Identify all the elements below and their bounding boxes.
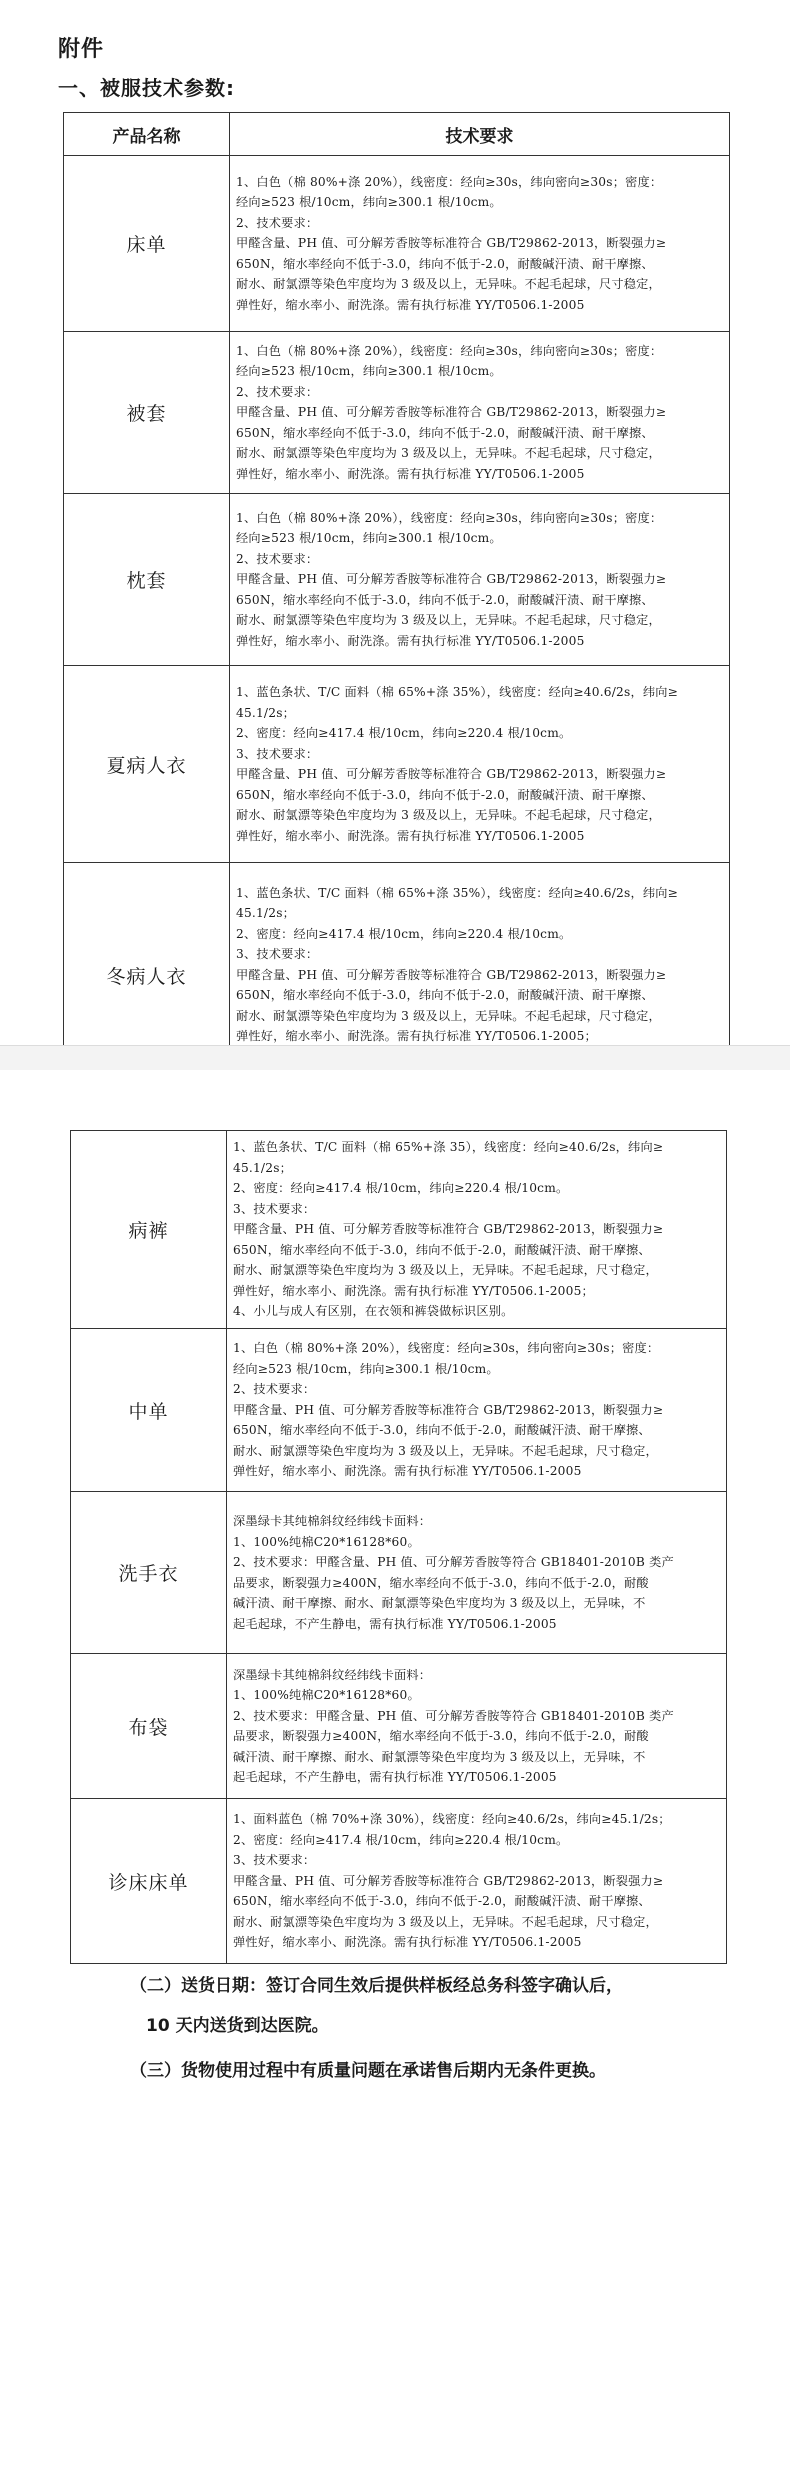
requirement-line: 650N，缩水率经向不低于-3.0，纬向不低于-2.0，耐酸碱汗渍、耐干摩擦、 bbox=[236, 256, 654, 271]
requirement-line: 甲醛含量、PH 值、可分解芳香胺等标准符合 GB/T29862-2013，断裂强力≥ bbox=[233, 1222, 664, 1237]
requirement-line: 弹性好，缩水率小、耐洗涤。需有执行标准 YY/T0506.1-2005 bbox=[233, 1935, 582, 1950]
requirement-line: 45.1/2s； bbox=[236, 705, 296, 720]
requirement-line: 甲醛含量、PH 值、可分解芳香胺等标准符合 GB/T29862-2013，断裂强力≥ bbox=[236, 405, 667, 420]
requirement-line: 1、白色（棉 80%+涤 20%），线密度：经向≥30s，纬向密向≥30s；密度： bbox=[236, 510, 663, 525]
requirement-line: 650N，缩水率经向不低于-3.0，纬向不低于-2.0，耐酸碱汗渍、耐干摩擦、 bbox=[233, 1423, 651, 1438]
requirement-line: 甲醛含量、PH 值、可分解芳香胺等标准符合 GB/T29862-2013，断裂强力≥ bbox=[233, 1873, 664, 1888]
requirements-cell bbox=[227, 1131, 727, 1329]
requirement-line: 耐水、耐氯漂等染色牢度均为 3 级及以上，无异味。不起毛起球，尺寸稳定， bbox=[233, 1263, 658, 1278]
requirement-line: 品要求，断裂强力≥400N，缩水率经向不低于-3.0，纬向不低于-2.0，耐酸 bbox=[233, 1729, 649, 1743]
requirement-line: 弹性好，缩水率小、耐洗涤。需有执行标准 YY/T0506.1-2005； bbox=[233, 1283, 594, 1298]
requirement-line: 650N，缩水率经向不低于-3.0，纬向不低于-2.0，耐酸碱汗渍、耐干摩擦、 bbox=[233, 1242, 651, 1257]
requirement-line: 弹性好，缩水率小、耐洗涤。需有执行标准 YY/T0506.1-2005； bbox=[236, 1029, 597, 1044]
requirement-line: 650N，缩水率经向不低于-3.0，纬向不低于-2.0，耐酸碱汗渍、耐干摩擦、 bbox=[236, 787, 654, 802]
section-heading: 一、被服技术参数: bbox=[58, 76, 235, 100]
document-page-1 bbox=[0, 0, 790, 1045]
quality-guarantee-note: （三）货物使用过程中有质量问题在承诺售后期内无条件更换。 bbox=[130, 2061, 606, 2081]
delivery-date-note: （二）送货日期：签订合同生效后提供样板经总务科签字确认后， bbox=[130, 1976, 623, 1996]
requirement-line: 1、100%纯棉C20*16128*60。 bbox=[233, 1534, 420, 1549]
spec-table-page-1 bbox=[63, 112, 730, 1088]
requirement-line: 1、蓝色条状、T/C 面料（棉 65%+涤 35%），线密度：经向≥40.6/2s，纬向≥ bbox=[236, 685, 679, 699]
requirement-line: 耐水、耐氯漂等染色牢度均为 3 级及以上，无异味。不起毛起球，尺寸稳定， bbox=[236, 446, 661, 461]
requirement-line: 650N，缩水率经向不低于-3.0，纬向不低于-2.0，耐酸碱汗渍、耐干摩擦、 bbox=[233, 1894, 651, 1909]
table-row bbox=[64, 332, 730, 494]
requirement-line: 经向≥523 根/10cm，纬向≥300.1 根/10cm。 bbox=[236, 195, 502, 210]
requirement-line: 3、技术要求： bbox=[233, 1201, 316, 1216]
requirement-line: 弹性好，缩水率小、耐洗涤。需有执行标准 YY/T0506.1-2005 bbox=[236, 297, 585, 312]
requirement-line: 1、蓝色条状、T/C 面料（棉 65%+涤 35%），线密度：经向≥40.6/2s，纬向≥ bbox=[236, 885, 679, 900]
requirement-line: 2、密度：经向≥417.4 根/10cm，纬向≥220.4 根/10cm。 bbox=[233, 1832, 569, 1847]
requirement-line: 弹性好，缩水率小、耐洗涤。需有执行标准 YY/T0506.1-2005 bbox=[233, 1464, 582, 1479]
requirements-cell bbox=[227, 1492, 727, 1654]
requirement-line: 甲醛含量、PH 值、可分解芳香胺等标准符合 GB/T29862-2013，断裂强力≥ bbox=[236, 572, 667, 587]
requirement-line: 4、小儿与成人有区别，在衣领和裤袋做标识区别。 bbox=[233, 1304, 514, 1319]
header-product-name: 产品名称 bbox=[64, 113, 230, 156]
requirement-line: 耐水、耐氯漂等染色牢度均为 3 级及以上，无异味。不起毛起球，尺寸稳定， bbox=[236, 277, 661, 292]
page-separator bbox=[0, 1045, 790, 1071]
requirement-line: 2、技术要求：甲醛含量、PH 值、可分解芳香胺等符合 GB18401-2010B 类产 bbox=[233, 1555, 674, 1569]
requirement-line: 起毛起球，不产生静电，需有执行标准 YY/T0506.1-2005 bbox=[233, 1770, 557, 1784]
requirements-cell bbox=[230, 156, 730, 332]
requirement-line: 3、技术要求： bbox=[236, 947, 319, 962]
requirements-cell bbox=[230, 666, 730, 863]
requirement-line: 经向≥523 根/10cm，纬向≥300.1 根/10cm。 bbox=[233, 1361, 499, 1376]
product-name-cell: 被套 bbox=[64, 332, 230, 494]
header-technical-requirements: 技术要求 bbox=[230, 113, 730, 156]
requirement-line: 耐水、耐氯漂等染色牢度均为 3 级及以上，无异味。不起毛起球，尺寸稳定， bbox=[236, 1008, 661, 1023]
requirement-line: 1、白色（棉 80%+涤 20%），线密度：经向≥30s，纬向密向≥30s；密度： bbox=[233, 1341, 660, 1356]
table-row bbox=[71, 1131, 727, 1329]
product-name-cell: 床单 bbox=[64, 156, 230, 332]
requirement-line: 弹性好，缩水率小、耐洗涤。需有执行标准 YY/T0506.1-2005 bbox=[236, 828, 585, 843]
requirement-line: 甲醛含量、PH 值、可分解芳香胺等标准符合 GB/T29862-2013，断裂强力≥ bbox=[236, 236, 667, 251]
requirement-line: 2、技术要求： bbox=[233, 1382, 316, 1397]
requirement-line: 2、技术要求： bbox=[236, 384, 319, 399]
requirement-line: 45.1/2s； bbox=[233, 1160, 293, 1175]
requirement-line: 耐水、耐氯漂等染色牢度均为 3 级及以上，无异味。不起毛起球，尺寸稳定， bbox=[236, 808, 661, 822]
requirement-line: 2、密度：经向≥417.4 根/10cm，纬向≥220.4 根/10cm。 bbox=[236, 726, 572, 740]
requirement-line: 1、100%纯棉C20*16128*60。 bbox=[233, 1688, 420, 1702]
requirement-line: 甲醛含量、PH 值、可分解芳香胺等标准符合 GB/T29862-2013，断裂强力≥ bbox=[236, 767, 667, 781]
requirements-cell bbox=[227, 1799, 727, 1964]
requirement-line: 甲醛含量、PH 值、可分解芳香胺等标准符合 GB/T29862-2013，断裂强力≥ bbox=[233, 1402, 664, 1417]
requirement-line: 经向≥523 根/10cm，纬向≥300.1 根/10cm。 bbox=[236, 531, 502, 546]
product-name-cell: 布袋 bbox=[71, 1654, 227, 1799]
requirement-line: 深墨绿卡其纯棉斜纹经纬线卡面料： bbox=[233, 1514, 432, 1528]
requirement-line: 2、技术要求：甲醛含量、PH 值、可分解芳香胺等符合 GB18401-2010B 类产 bbox=[233, 1708, 674, 1723]
requirement-line: 耐水、耐氯漂等染色牢度均为 3 级及以上，无异味。不起毛起球，尺寸稳定， bbox=[233, 1914, 658, 1929]
requirement-line: 深墨绿卡其纯棉斜纹经纬线卡面料： bbox=[233, 1667, 432, 1682]
requirement-line: 2、密度：经向≥417.4 根/10cm，纬向≥220.4 根/10cm。 bbox=[233, 1181, 569, 1196]
requirement-line: 品要求，断裂强力≥400N，缩水率经向不低于-3.0，纬向不低于-2.0，耐酸 bbox=[233, 1575, 649, 1590]
document-title: 附件 bbox=[58, 37, 105, 62]
product-name-cell: 夏病人衣 bbox=[64, 666, 230, 863]
table-row bbox=[71, 1654, 727, 1799]
requirement-line: 1、面料蓝色（棉 70%+涤 30%），线密度：经向≥40.6/2s，纬向≥45.1/2s； bbox=[233, 1812, 671, 1827]
requirement-line: 2、技术要求： bbox=[236, 215, 319, 230]
requirement-line: 650N，缩水率经向不低于-3.0，纬向不低于-2.0，耐酸碱汗渍、耐干摩擦、 bbox=[236, 592, 654, 607]
requirements-cell bbox=[227, 1654, 727, 1799]
table-row bbox=[71, 1492, 727, 1654]
requirement-line: 1、蓝色条状、T/C 面料（棉 65%+涤 35），线密度：经向≥40.6/2s，纬向≥ bbox=[233, 1140, 664, 1155]
delivery-date-note-continued: 10 天内送货到达医院。 bbox=[146, 2016, 329, 2036]
product-name-cell: 冬病人衣 bbox=[64, 863, 230, 1088]
requirement-line: 3、技术要求： bbox=[233, 1853, 316, 1868]
requirement-line: 3、技术要求： bbox=[236, 746, 319, 761]
table-header-row bbox=[64, 113, 730, 156]
requirements-cell bbox=[230, 494, 730, 666]
spec-table-page-2 bbox=[70, 1130, 727, 1964]
requirement-line: 起毛起球，不产生静电，需有执行标准 YY/T0506.1-2005 bbox=[233, 1616, 557, 1631]
requirement-line: 经向≥523 根/10cm，纬向≥300.1 根/10cm。 bbox=[236, 364, 502, 379]
requirement-line: 弹性好，缩水率小、耐洗涤。需有执行标准 YY/T0506.1-2005 bbox=[236, 466, 585, 481]
table-row bbox=[64, 156, 730, 332]
document-page-2 bbox=[0, 1070, 790, 2466]
table-row bbox=[71, 1799, 727, 1964]
product-name-cell: 诊床床单 bbox=[71, 1799, 227, 1964]
requirement-line: 甲醛含量、PH 值、可分解芳香胺等标准符合 GB/T29862-2013，断裂强力≥ bbox=[236, 967, 667, 982]
requirement-line: 耐水、耐氯漂等染色牢度均为 3 级及以上，无异味。不起毛起球，尺寸稳定， bbox=[233, 1443, 658, 1458]
table-row bbox=[71, 1329, 727, 1492]
requirement-line: 650N，缩水率经向不低于-3.0，纬向不低于-2.0，耐酸碱汗渍、耐干摩擦、 bbox=[236, 988, 654, 1003]
product-name-cell: 洗手衣 bbox=[71, 1492, 227, 1654]
requirement-line: 碱汗渍、耐干摩擦、耐水、耐氯漂等染色牢度均为 3 级及以上，无异味，不 bbox=[233, 1749, 646, 1764]
product-name-cell: 病裤 bbox=[71, 1131, 227, 1329]
requirements-cell bbox=[230, 332, 730, 494]
requirement-line: 耐水、耐氯漂等染色牢度均为 3 级及以上，无异味。不起毛起球，尺寸稳定， bbox=[236, 613, 661, 628]
requirement-line: 2、技术要求： bbox=[236, 551, 319, 566]
requirement-line: 650N，缩水率经向不低于-3.0，纬向不低于-2.0，耐酸碱汗渍、耐干摩擦、 bbox=[236, 425, 654, 440]
requirement-line: 1、白色（棉 80%+涤 20%），线密度：经向≥30s，纬向密向≥30s；密度： bbox=[236, 174, 663, 189]
requirements-cell bbox=[227, 1329, 727, 1492]
product-name-cell: 枕套 bbox=[64, 494, 230, 666]
requirement-line: 1、白色（棉 80%+涤 20%），线密度：经向≥30s，纬向密向≥30s；密度： bbox=[236, 343, 663, 358]
table-row bbox=[64, 666, 730, 863]
requirement-line: 碱汗渍、耐干摩擦、耐水、耐氯漂等染色牢度均为 3 级及以上，无异味，不 bbox=[233, 1596, 646, 1610]
requirement-line: 2、密度：经向≥417.4 根/10cm，纬向≥220.4 根/10cm。 bbox=[236, 926, 572, 941]
table-row bbox=[64, 494, 730, 666]
requirement-line: 45.1/2s； bbox=[236, 906, 296, 921]
product-name-cell: 中单 bbox=[71, 1329, 227, 1492]
requirement-line: 弹性好，缩水率小、耐洗涤。需有执行标准 YY/T0506.1-2005 bbox=[236, 633, 585, 648]
